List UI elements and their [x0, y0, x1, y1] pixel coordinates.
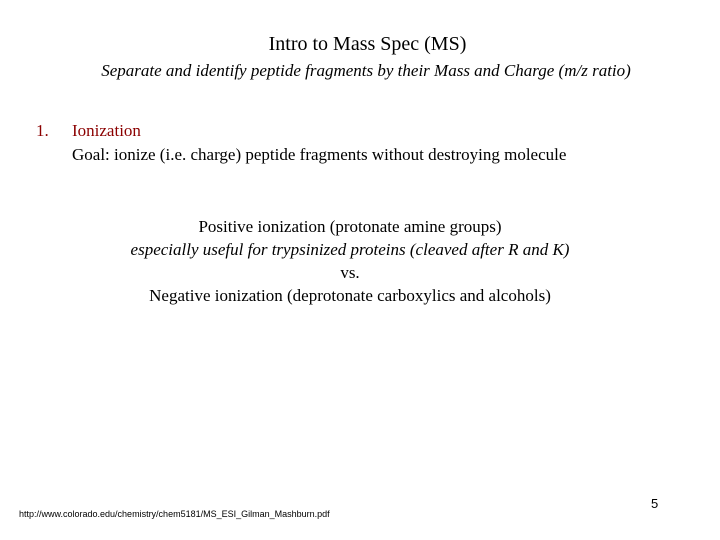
list-heading: Ionization — [72, 121, 141, 140]
slide-title: Intro to Mass Spec (MS) — [268, 33, 467, 55]
versus-text: vs. — [340, 263, 360, 282]
negative-ionization-text: Negative ionization (deprotonate carboxylics and alcohols) — [149, 286, 551, 305]
list-goal-text: Goal: ionize (i.e. charge) peptide fragments without destroying molecule — [72, 145, 567, 164]
page-number: 5 — [651, 496, 659, 511]
ionization-comparison — [0, 215, 700, 307]
positive-ionization-text: Positive ionization (protonate amine groups) — [198, 217, 502, 236]
trypsinized-note: especially useful for trypsinized proteins (cleaved after R and K) — [130, 240, 570, 259]
list-number: 1. — [36, 121, 49, 140]
source-url-link[interactable]: http://www.colorado.edu/chemistry/chem5181/MS_ESI_Gilman_Mashburn.pdf — [19, 509, 330, 519]
slide-subtitle: Separate and identify peptide fragments by their Mass and Charge (m/z ratio) — [101, 61, 631, 80]
